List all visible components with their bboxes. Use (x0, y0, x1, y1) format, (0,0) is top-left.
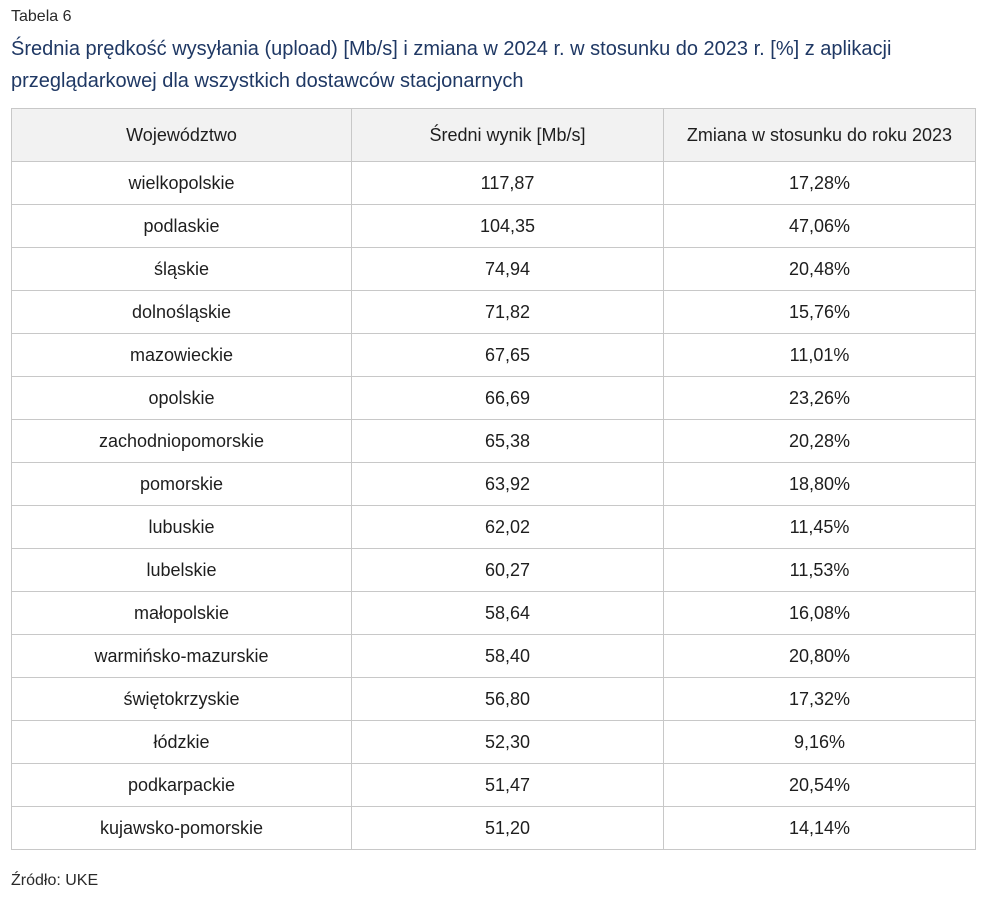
table-row (12, 291, 976, 334)
cell-voivodeship: wielkopolskie (12, 162, 352, 205)
cell-change: 20,28% (664, 420, 976, 463)
cell-change: 11,01% (664, 334, 976, 377)
cell-voivodeship: śląskie (12, 248, 352, 291)
cell-average-result: 71,82 (352, 291, 664, 334)
cell-voivodeship: małopolskie (12, 592, 352, 635)
cell-change: 17,28% (664, 162, 976, 205)
cell-average-result: 65,38 (352, 420, 664, 463)
cell-change: 9,16% (664, 721, 976, 764)
table-body (12, 162, 976, 850)
cell-average-result: 66,69 (352, 377, 664, 420)
cell-average-result: 52,30 (352, 721, 664, 764)
cell-change: 11,53% (664, 549, 976, 592)
column-header-change-2023: Zmiana w stosunku do roku 2023 (664, 109, 976, 162)
table-row (12, 635, 976, 678)
table-row (12, 592, 976, 635)
cell-voivodeship: podlaskie (12, 205, 352, 248)
cell-change: 47,06% (664, 205, 976, 248)
cell-change: 23,26% (664, 377, 976, 420)
cell-average-result: 51,20 (352, 807, 664, 850)
cell-average-result: 74,94 (352, 248, 664, 291)
cell-voivodeship: warmińsko-mazurskie (12, 635, 352, 678)
cell-voivodeship: świętokrzyskie (12, 678, 352, 721)
table-row (12, 549, 976, 592)
table-row (12, 678, 976, 721)
cell-change: 11,45% (664, 506, 976, 549)
column-header-voivodeship: Województwo (12, 109, 352, 162)
table-row (12, 721, 976, 764)
cell-average-result: 51,47 (352, 764, 664, 807)
cell-average-result: 67,65 (352, 334, 664, 377)
cell-change: 17,32% (664, 678, 976, 721)
cell-average-result: 63,92 (352, 463, 664, 506)
cell-average-result: 60,27 (352, 549, 664, 592)
column-header-average-result: Średni wynik [Mb/s] (352, 109, 664, 162)
table-row (12, 377, 976, 420)
cell-change: 14,14% (664, 807, 976, 850)
cell-voivodeship: podkarpackie (12, 764, 352, 807)
cell-voivodeship: opolskie (12, 377, 352, 420)
table-row (12, 764, 976, 807)
cell-voivodeship: dolnośląskie (12, 291, 352, 334)
cell-average-result: 104,35 (352, 205, 664, 248)
cell-change: 18,80% (664, 463, 976, 506)
table-row (12, 162, 976, 205)
cell-average-result: 56,80 (352, 678, 664, 721)
upload-speed-table (11, 108, 976, 850)
table-row (12, 248, 976, 291)
cell-voivodeship: mazowieckie (12, 334, 352, 377)
cell-change: 20,54% (664, 764, 976, 807)
cell-change: 20,80% (664, 635, 976, 678)
cell-voivodeship: łódzkie (12, 721, 352, 764)
cell-average-result: 58,40 (352, 635, 664, 678)
cell-average-result: 62,02 (352, 506, 664, 549)
table-row (12, 205, 976, 248)
cell-voivodeship: zachodniopomorskie (12, 420, 352, 463)
cell-change: 20,48% (664, 248, 976, 291)
table-row (12, 334, 976, 377)
table-row (12, 463, 976, 506)
cell-average-result: 58,64 (352, 592, 664, 635)
table-label: Tabela 6 (11, 8, 72, 25)
header-row (12, 109, 976, 162)
cell-voivodeship: lubelskie (12, 549, 352, 592)
table-title: Średnia prędkość wysyłania (upload) [Mb/s] i zmiana w 2024 r. w stosunku do 2023 r. [%] z aplikacji przeglądarkowej dla wszystkich dostawców stacjonarnych (11, 38, 892, 92)
cell-change: 16,08% (664, 592, 976, 635)
table-row (12, 506, 976, 549)
cell-average-result: 117,87 (352, 162, 664, 205)
cell-voivodeship: pomorskie (12, 463, 352, 506)
table-row (12, 420, 976, 463)
cell-change: 15,76% (664, 291, 976, 334)
table-row (12, 807, 976, 850)
cell-voivodeship: kujawsko-pomorskie (12, 807, 352, 850)
cell-voivodeship: lubuskie (12, 506, 352, 549)
source-note: Źródło: UKE (11, 872, 99, 889)
